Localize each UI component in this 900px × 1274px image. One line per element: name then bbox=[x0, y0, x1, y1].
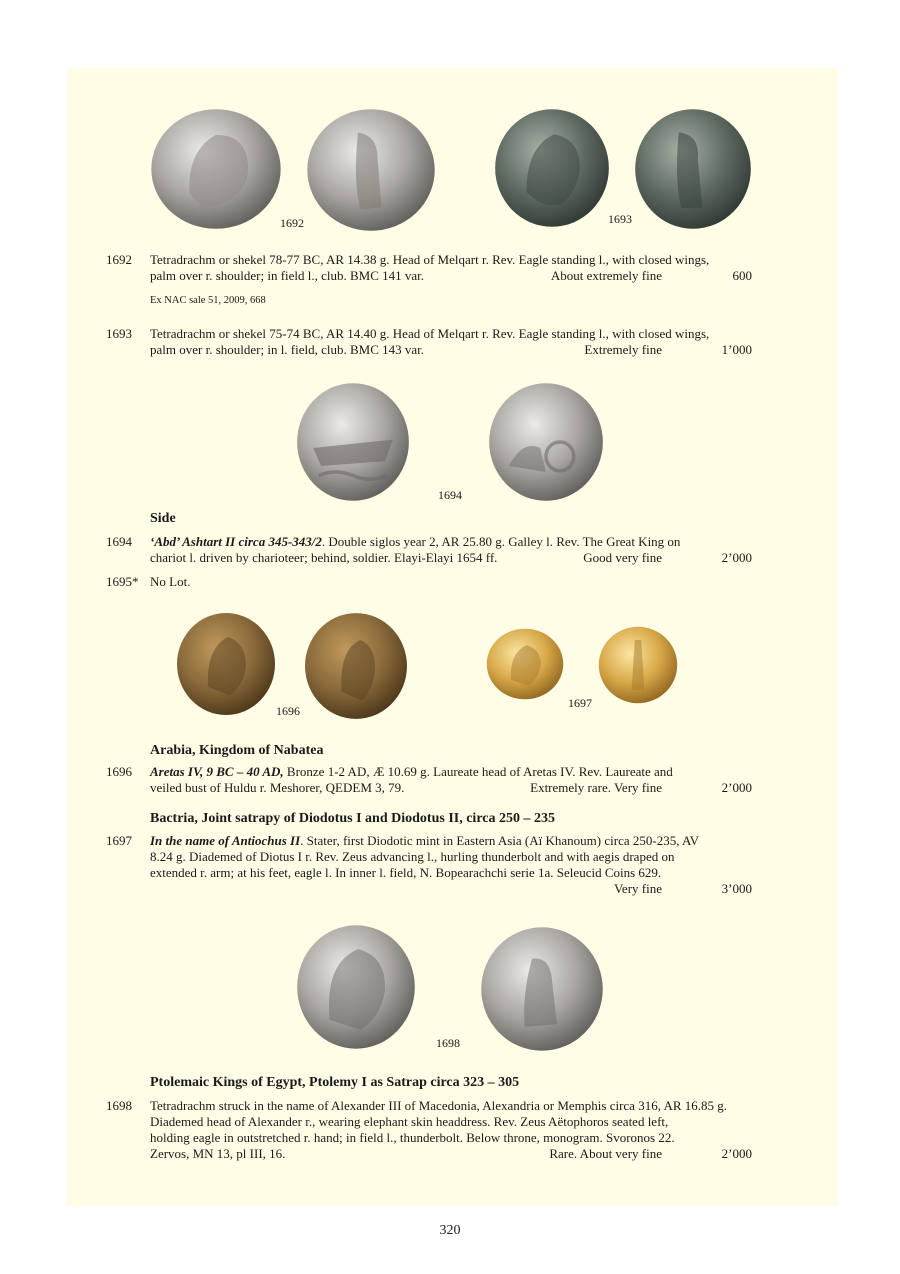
lot-1693-line1: Tetradrachm or shekel 75-74 BC, AR 14.40 g. Head of Melqart r. Rev. Eagle standing l., with closed wings, bbox=[150, 326, 710, 341]
lot-1696-price: 2’000 bbox=[721, 780, 752, 795]
lot-1694-line2: chariot l. driven by charioteer; behind, soldier. Elayi-Elayi 1654 ff. bbox=[150, 550, 498, 565]
coin-1698-reverse-image bbox=[480, 926, 604, 1052]
coin-caption-1697: 1697 bbox=[568, 696, 592, 710]
coin-1694-reverse-image bbox=[488, 382, 604, 502]
lot-1694-title: ‘Abd’ Ashtart II circa 345-343/2 bbox=[150, 534, 322, 549]
lot-1697-line1: . Stater, first Diodotic mint in Eastern Asia (Aï Khanoum) circa 250-235, AV bbox=[300, 833, 700, 848]
coin-1697-obverse-image bbox=[486, 628, 564, 700]
lot-number-1697: 1697 bbox=[106, 833, 132, 848]
lot-number-1698: 1698 bbox=[106, 1098, 132, 1113]
lot-1693-price: 1’000 bbox=[721, 342, 752, 357]
lot-1698-grade: Rare. About very fine bbox=[549, 1146, 662, 1161]
lot-description-1696 bbox=[150, 764, 752, 796]
lot-description-1697 bbox=[150, 833, 752, 897]
lot-1692-provenance: Ex NAC sale 51, 2009, 668 bbox=[150, 295, 266, 306]
lot-1697-title: In the name of Antiochus II bbox=[150, 833, 301, 848]
lot-1694-grade: Good very fine bbox=[583, 550, 662, 565]
coin-1694-obverse-image bbox=[296, 382, 410, 502]
lot-1697-price: 3’000 bbox=[721, 881, 752, 896]
lot-description-1693 bbox=[150, 326, 752, 358]
lot-description-1698 bbox=[150, 1098, 752, 1162]
coin-1697-reverse-image bbox=[598, 626, 678, 704]
coin-1692-reverse-image bbox=[306, 108, 436, 232]
coin-1698-obverse-image bbox=[296, 924, 416, 1050]
coin-caption-1692: 1692 bbox=[280, 216, 304, 230]
lot-1698-line2: Diademed head of Alexander r., wearing elephant skin headdress. Rev. Zeus Aëtophoros seated left, bbox=[150, 1114, 669, 1129]
lot-1692-grade: About extremely fine bbox=[550, 268, 662, 283]
lot-1694-line1: . Double siglos year 2, AR 25.80 g. Galley l. Rev. The Great King on bbox=[321, 534, 681, 549]
lot-1692-price: 600 bbox=[732, 268, 752, 283]
lot-number-1694: 1694 bbox=[106, 534, 132, 549]
lot-description-1692 bbox=[150, 252, 752, 284]
lot-description-1694 bbox=[150, 534, 752, 566]
lot-1698-line1: Tetradrachm struck in the name of Alexander III of Macedonia, Alexandria or Memphis circa 316, AR 16.85 g. bbox=[150, 1098, 728, 1113]
coin-1693-obverse-image bbox=[494, 108, 610, 228]
coin-caption-1696: 1696 bbox=[276, 704, 300, 718]
lot-1692-line2: palm over r. shoulder; in field l., club. BMC 141 var. bbox=[150, 268, 425, 283]
lot-1694-price: 2’000 bbox=[721, 550, 752, 565]
lot-1698-line3: holding eagle in outstretched r. hand; in field l., thunderbolt. Below throne, monogram. Svoronos 22. bbox=[150, 1130, 675, 1145]
coin-1693-reverse-image bbox=[634, 108, 752, 230]
coin-1692-obverse-image bbox=[150, 108, 282, 230]
lot-number-1696: 1696 bbox=[106, 764, 132, 779]
lot-1692-line1: Tetradrachm or shekel 78-77 BC, AR 14.38 g. Head of Melqart r. Rev. Eagle standing l., with closed wings, bbox=[150, 252, 710, 267]
section-heading-ptolemaic: Ptolemaic Kings of Egypt, Ptolemy I as Satrap circa 323 – 305 bbox=[150, 1075, 520, 1090]
coin-1696-reverse-image bbox=[304, 612, 408, 720]
lot-number-1695: 1695* bbox=[106, 574, 139, 589]
lot-1696-line2: veiled bust of Huldu r. Meshorer, QEDEM 3, 79. bbox=[150, 780, 405, 795]
lot-1696-grade: Extremely rare. Very fine bbox=[530, 780, 662, 795]
lot-1697-grade: Very fine bbox=[613, 881, 662, 896]
page-number: 320 bbox=[439, 1223, 461, 1238]
lot-1695-no-lot: No Lot. bbox=[150, 574, 191, 589]
section-heading-side: Side bbox=[150, 511, 176, 526]
lot-1698-price: 2’000 bbox=[721, 1146, 752, 1161]
lot-1697-line2: 8.24 g. Diademed of Diotus I r. Rev. Zeus advancing l., hurling thunderbolt and with aegis draped on bbox=[150, 849, 675, 864]
lot-1696-title: Aretas IV, 9 BC – 40 AD, bbox=[150, 764, 284, 779]
lot-1696-line1: Bronze 1-2 AD, Æ 10.69 g. Laureate head of Aretas IV. Rev. Laureate and bbox=[283, 764, 673, 779]
coin-1696-obverse-image bbox=[176, 612, 276, 716]
section-heading-bactria: Bactria, Joint satrapy of Diodotus I and Diodotus II, circa 250 – 235 bbox=[150, 811, 555, 826]
coin-caption-1698: 1698 bbox=[436, 1036, 460, 1050]
coin-caption-1694: 1694 bbox=[438, 488, 462, 502]
lot-1698-line4: Zervos, MN 13, pl III, 16. bbox=[150, 1146, 286, 1161]
lot-number-1693: 1693 bbox=[106, 326, 132, 341]
lot-1697-line3: extended r. arm; at his feet, eagle l. In inner l. field, N. Bopearachchi serie 1a. Seleucid Coins 629. bbox=[150, 865, 662, 880]
coin-caption-1693: 1693 bbox=[608, 212, 632, 226]
lot-1693-line2: palm over r. shoulder; in l. field, club. BMC 143 var. bbox=[150, 342, 425, 357]
section-heading-arabia: Arabia, Kingdom of Nabatea bbox=[150, 743, 324, 758]
lot-number-1692: 1692 bbox=[106, 252, 132, 267]
lot-1693-grade: Extremely fine bbox=[584, 342, 662, 357]
